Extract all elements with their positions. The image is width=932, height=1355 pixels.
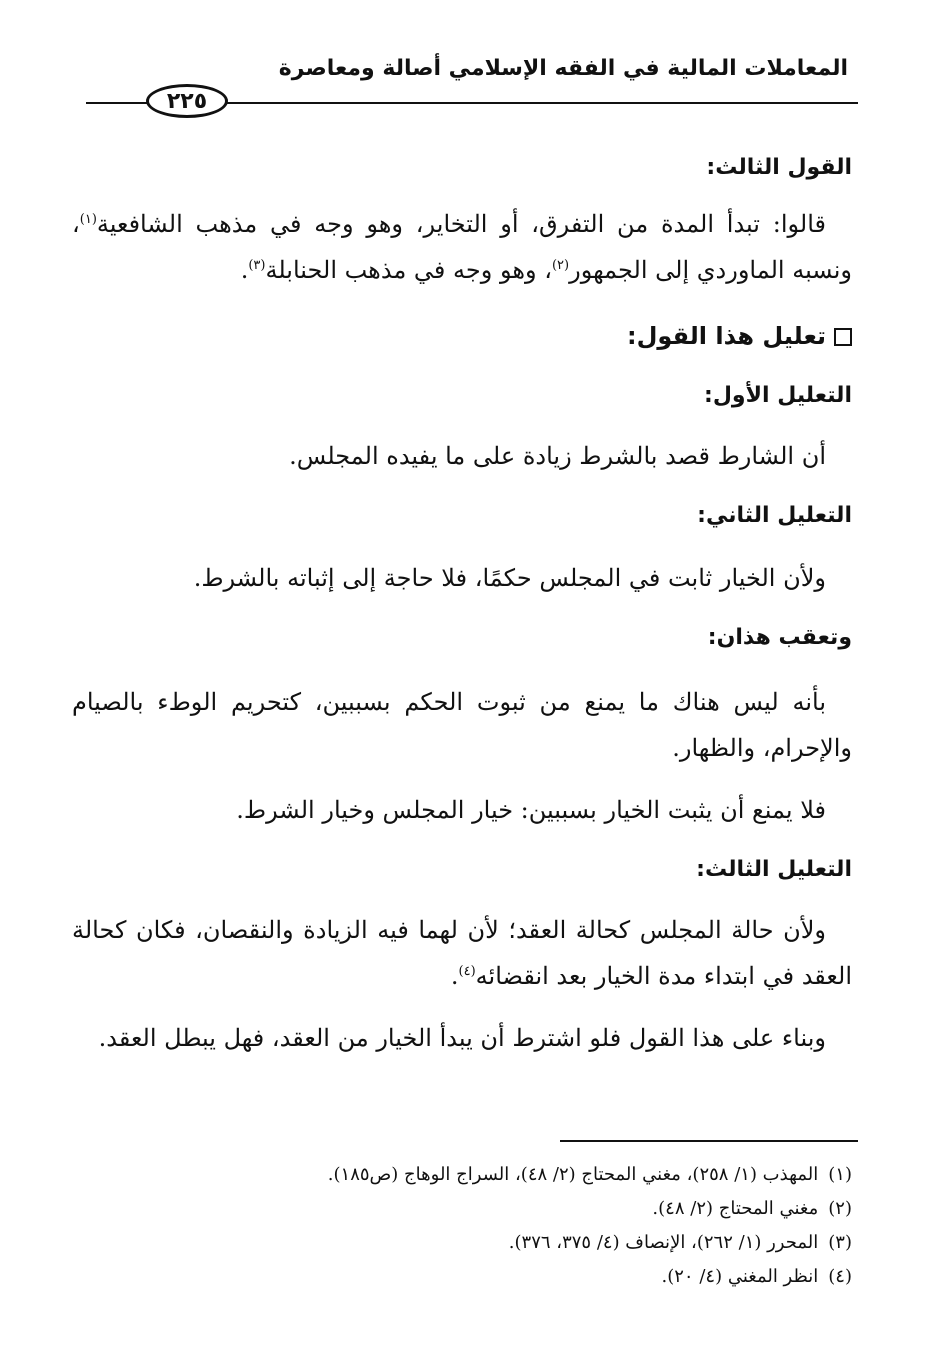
- footnote-ref-3[interactable]: (٣): [248, 258, 266, 273]
- heading-third-opinion: القول الثالث:: [706, 155, 852, 180]
- heading-rebuttal: وتعقب هذان:: [707, 625, 852, 650]
- footnote-item: [72, 1158, 852, 1192]
- rebuttal-text: بأنه ليس هناك ما يمنع من ثبوت الحكم بسببين، كتحريم الوطء بالصيام والإحرام، والظهار.: [72, 688, 852, 762]
- checkbox-icon: [834, 328, 852, 346]
- page-number: ٢٢٥: [146, 84, 228, 118]
- footnote-ref-1[interactable]: (١): [79, 212, 97, 227]
- opinion-text-3: ، وهو وجه في مذهب الحنابلة: [265, 256, 552, 284]
- rebuttal-text-2: فلا يمنع أن يثبت الخيار بسببين: خيار المجلس وخيار الشرط.: [236, 796, 826, 824]
- running-title: المعاملات المالية في الفقه الإسلامي أصالة ومعاصرة: [278, 56, 848, 81]
- footnote-number: (٣): [828, 1232, 852, 1253]
- footnote-text: المحرر (١/ ٢٦٢)، الإنصاف (٤/ ٣٧٥، ٣٧٦).: [508, 1232, 819, 1253]
- section-reasoning-label: تعليل هذا القول:: [627, 322, 826, 350]
- heading-first-reason: التعليل الأول:: [704, 383, 852, 408]
- footnote-number: (٤): [828, 1266, 852, 1287]
- second-reason-text: ولأن الخيار ثابت في المجلس حكمًا، فلا حاجة إلى إثباته بالشرط.: [193, 564, 826, 592]
- footnote-item: [72, 1192, 852, 1226]
- footnote-ref-2[interactable]: (٢): [551, 258, 570, 273]
- footnotes: [72, 1158, 852, 1294]
- footnote-rule: [560, 1140, 858, 1142]
- footnote-item: [72, 1260, 852, 1294]
- section-reasoning: [72, 313, 852, 359]
- opinion-text-2: ، ونسبه الماوردي إلى الجمهور: [72, 210, 852, 284]
- page-body: [72, 145, 852, 1061]
- footnote-ref-4[interactable]: (٤): [458, 964, 476, 979]
- opinion-text: قالوا: تبدأ المدة من التفرق، أو التخاير، وهو وجه في مذهب الشافعية: [96, 210, 826, 238]
- conclusion-text: وبناء على هذا القول فلو اشترط أن يبدأ الخيار من العقد، فهل يبطل العقد.: [98, 1024, 826, 1052]
- third-reason-text: ولأن حالة المجلس كحالة العقد؛ لأن لهما فيه الزيادة والنقصان، فكان كحالة العقد في ابتداء مدة الخيار بعد انقضائه: [72, 916, 852, 990]
- third-reason-end: .: [450, 962, 459, 990]
- footnote-text: انظر المغني (٤/ ٢٠).: [661, 1266, 819, 1287]
- opinion-paragraph: [72, 201, 852, 293]
- heading-second-reason: التعليل الثاني:: [697, 503, 852, 528]
- heading-third-reason: التعليل الثالث:: [696, 857, 852, 882]
- footnote-text: المهذب (١/ ٢٥٨)، مغني المحتاج (٢/ ٤٨)، السراج الوهاج (ص١٨٥).: [327, 1164, 819, 1185]
- first-reason-text: أن الشارط قصد بالشرط زيادة على ما يفيده المجلس.: [289, 442, 826, 470]
- footnote-item: [72, 1226, 852, 1260]
- opinion-end: .: [240, 256, 249, 284]
- footnote-number: (٢): [828, 1198, 852, 1219]
- third-reason-paragraph: [72, 907, 852, 999]
- footnote-number: (١): [828, 1164, 852, 1185]
- footnote-text: مغني المحتاج (٢/ ٤٨).: [652, 1198, 819, 1219]
